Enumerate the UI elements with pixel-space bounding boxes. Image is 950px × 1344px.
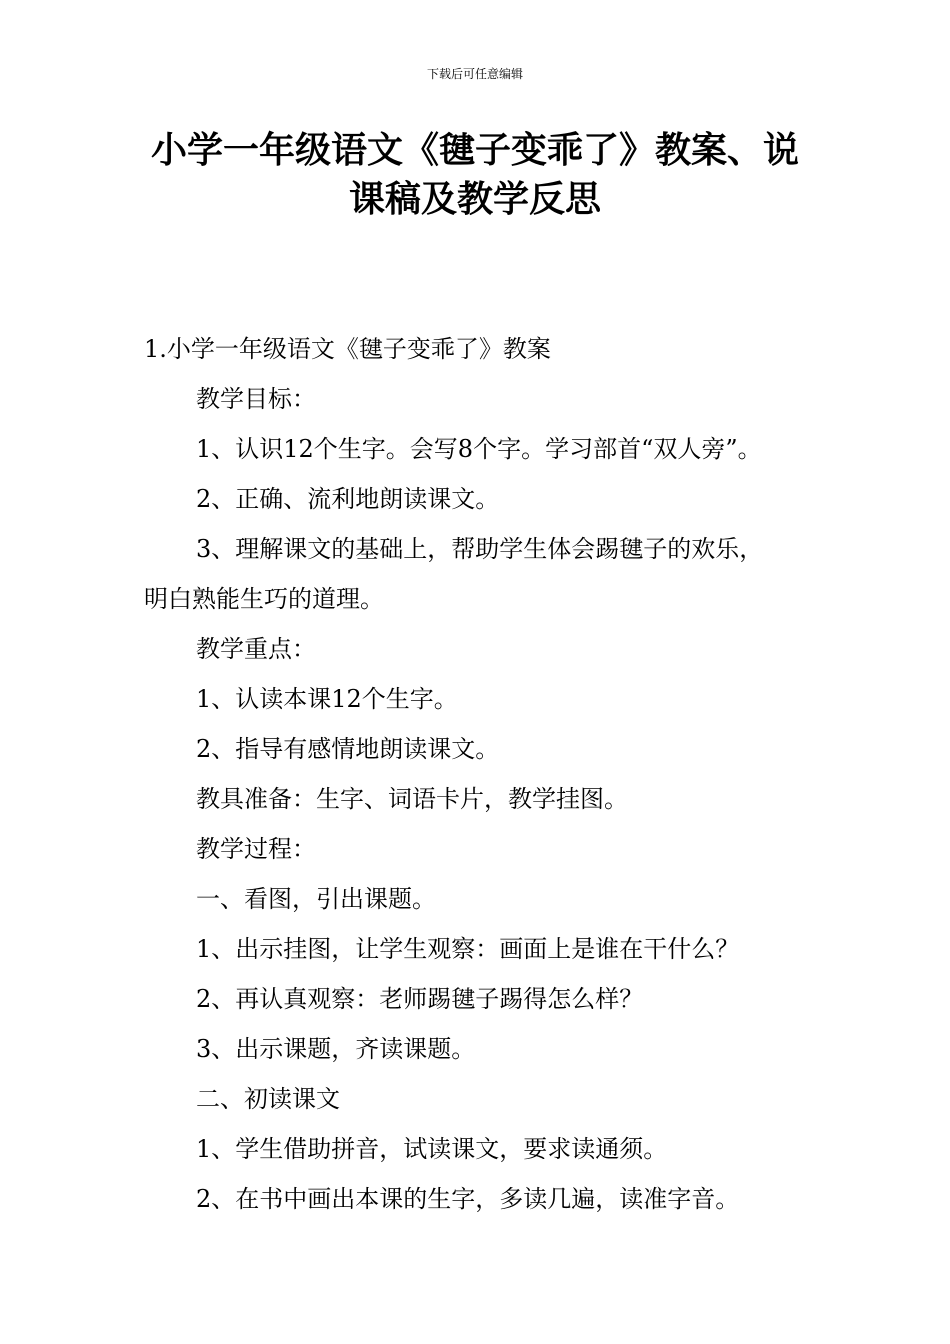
paragraph: 3、出示课题，齐读课题。 bbox=[196, 1035, 476, 1063]
paragraph: 1、学生借助拼音，试读课文，要求读通须。 bbox=[196, 1135, 668, 1163]
paragraph-wrapped bbox=[144, 524, 824, 624]
paragraph: 教具准备：生字、词语卡片，教学挂图。 bbox=[196, 785, 628, 813]
paragraph: 二、初读课文 bbox=[196, 1085, 340, 1113]
document-title bbox=[100, 126, 850, 224]
paragraph-line: 3、理解课文的基础上，帮助学生体会踢毽子的欢乐， bbox=[196, 535, 764, 563]
document-body bbox=[144, 324, 824, 1224]
paragraph: 教学重点： bbox=[196, 635, 316, 663]
paragraph: 2、正确、流利地朗读课文。 bbox=[196, 485, 500, 513]
paragraph: 2、在书中画出本课的生字，多读几遍，读准字音。 bbox=[196, 1185, 740, 1213]
paragraph: 2、指导有感情地朗读课文。 bbox=[196, 735, 500, 763]
paragraph: 1、出示挂图，让学生观察：画面上是谁在干什么？ bbox=[196, 935, 740, 963]
paragraph: 教学目标： bbox=[196, 385, 316, 413]
title-line-2: 课稿及教学反思 bbox=[348, 179, 601, 220]
page-header-note: 下载后可任意编辑 bbox=[426, 67, 523, 81]
paragraph: 1、认识12个生字。会写8个字。学习部首“双人旁”。 bbox=[196, 435, 762, 463]
paragraph: 一、看图，引出课题。 bbox=[196, 885, 436, 913]
paragraph-line: 明白熟能生巧的道理。 bbox=[144, 585, 384, 613]
section-heading: 1.小学一年级语文《毽子变乖了》教案 bbox=[144, 335, 551, 363]
paragraph: 教学过程： bbox=[196, 835, 316, 863]
paragraph: 2、再认真观察：老师踢毽子踢得怎么样？ bbox=[196, 985, 644, 1013]
title-line-1: 小学一年级语文《毽子变乖了》教案、说 bbox=[150, 130, 799, 171]
paragraph: 1、认读本课12个生字。 bbox=[196, 685, 458, 713]
